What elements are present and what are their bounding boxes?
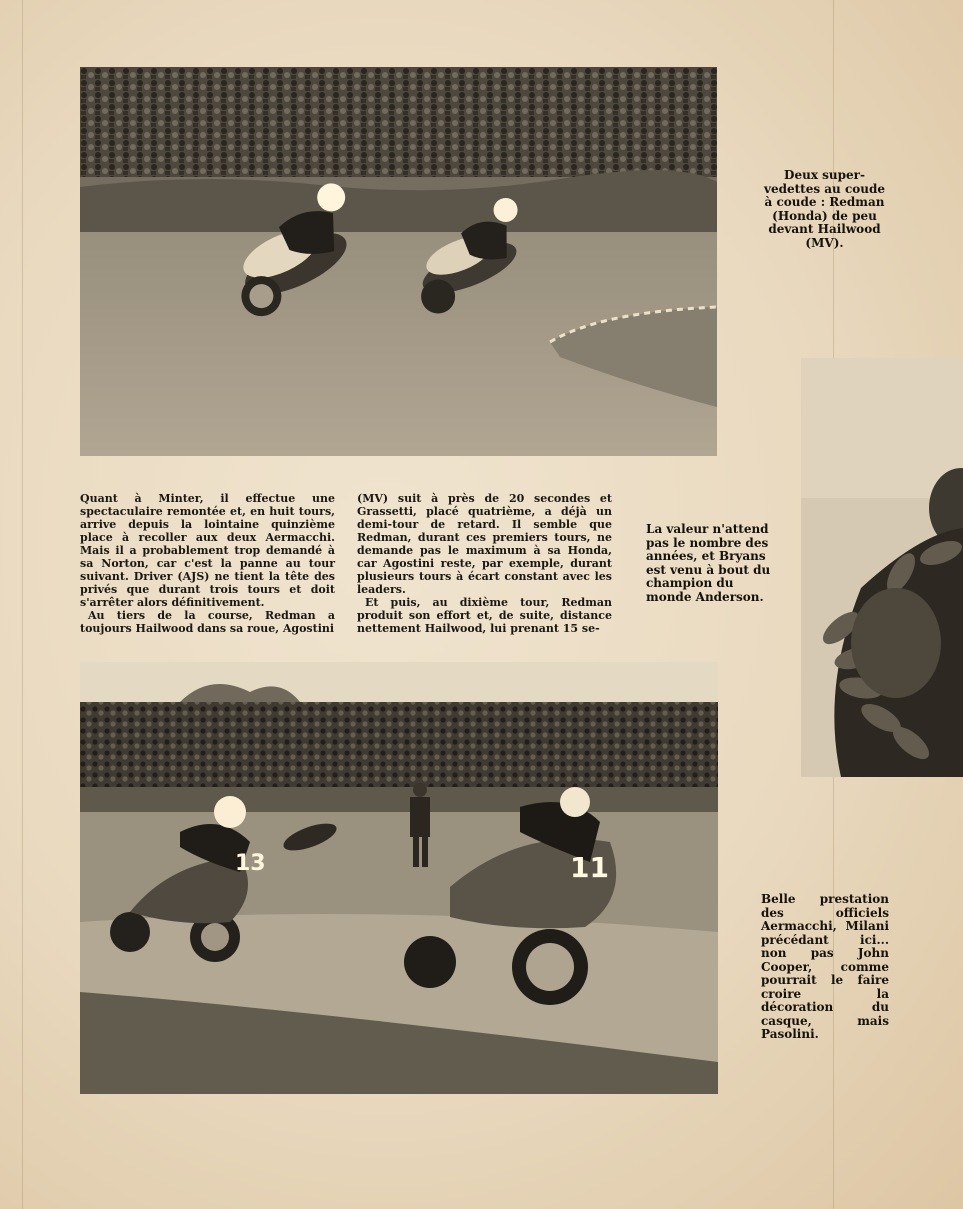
bike-number-11: 11 bbox=[570, 851, 609, 884]
photo-milani-pasolini-image bbox=[80, 662, 718, 1094]
article-column-2 bbox=[357, 492, 612, 635]
photo-bryans-wreath bbox=[801, 358, 963, 777]
photo-redman-hailwood-image bbox=[80, 67, 717, 456]
photo-redman-hailwood bbox=[80, 67, 717, 456]
page-edge-line bbox=[22, 0, 23, 1209]
caption-bryans-anderson: La valeur n'attend pas le nombre des années, et Bryans est venu à bout du champion du monde Anderson. bbox=[646, 522, 771, 604]
article-col2-paragraph-1: (MV) suit à près de 20 secondes et Grassetti, placé quatrième, a déjà un demi-tour de retard. Il semble que Redman, durant ces premiers tours, ne demande pas le maximum à sa Honda, car Agostini reste, par exemple, durant plusieurs tours à écart constant avec les leaders. bbox=[357, 492, 612, 596]
photo-bryans-wreath-image bbox=[801, 358, 963, 777]
article-col1-paragraph-2: Au tiers de la course, Redman a toujours Hailwood dans sa roue, Agostini bbox=[80, 609, 335, 635]
article-col2-paragraph-2: Et puis, au dixième tour, Redman produit son effort et, de suite, distance nettement Hailwood, lui prenant 15 se- bbox=[357, 596, 612, 635]
article-col1-paragraph-1: Quant à Minter, il effectue une spectaculaire remontée et, en huit tours, arrive depuis la lointaine quinzième place à recoller aux deux Aermacchi. Mais il a probablement trop demandé à sa Norton, car c'est la panne au tour suivant. Driver (AJS) ne tient la tête des privés que durant trois tours et doit s'arrêter alors définitivement. bbox=[80, 492, 335, 609]
photo-milani-pasolini bbox=[80, 662, 718, 1094]
article-column-1 bbox=[80, 492, 335, 635]
caption-aermacchi-officials: Belle prestation des officiels Aermacchi, Milani précédant ici... non pas John Cooper, comme pourrait le faire croire la décoration du casque, mais Pasolini. bbox=[761, 892, 889, 1041]
caption-redman-hailwood: Deux super-vedettes au coude à coude : Redman (Honda) de peu devant Hailwood (MV). bbox=[763, 168, 886, 250]
bike-number-13: 13 bbox=[235, 851, 266, 876]
